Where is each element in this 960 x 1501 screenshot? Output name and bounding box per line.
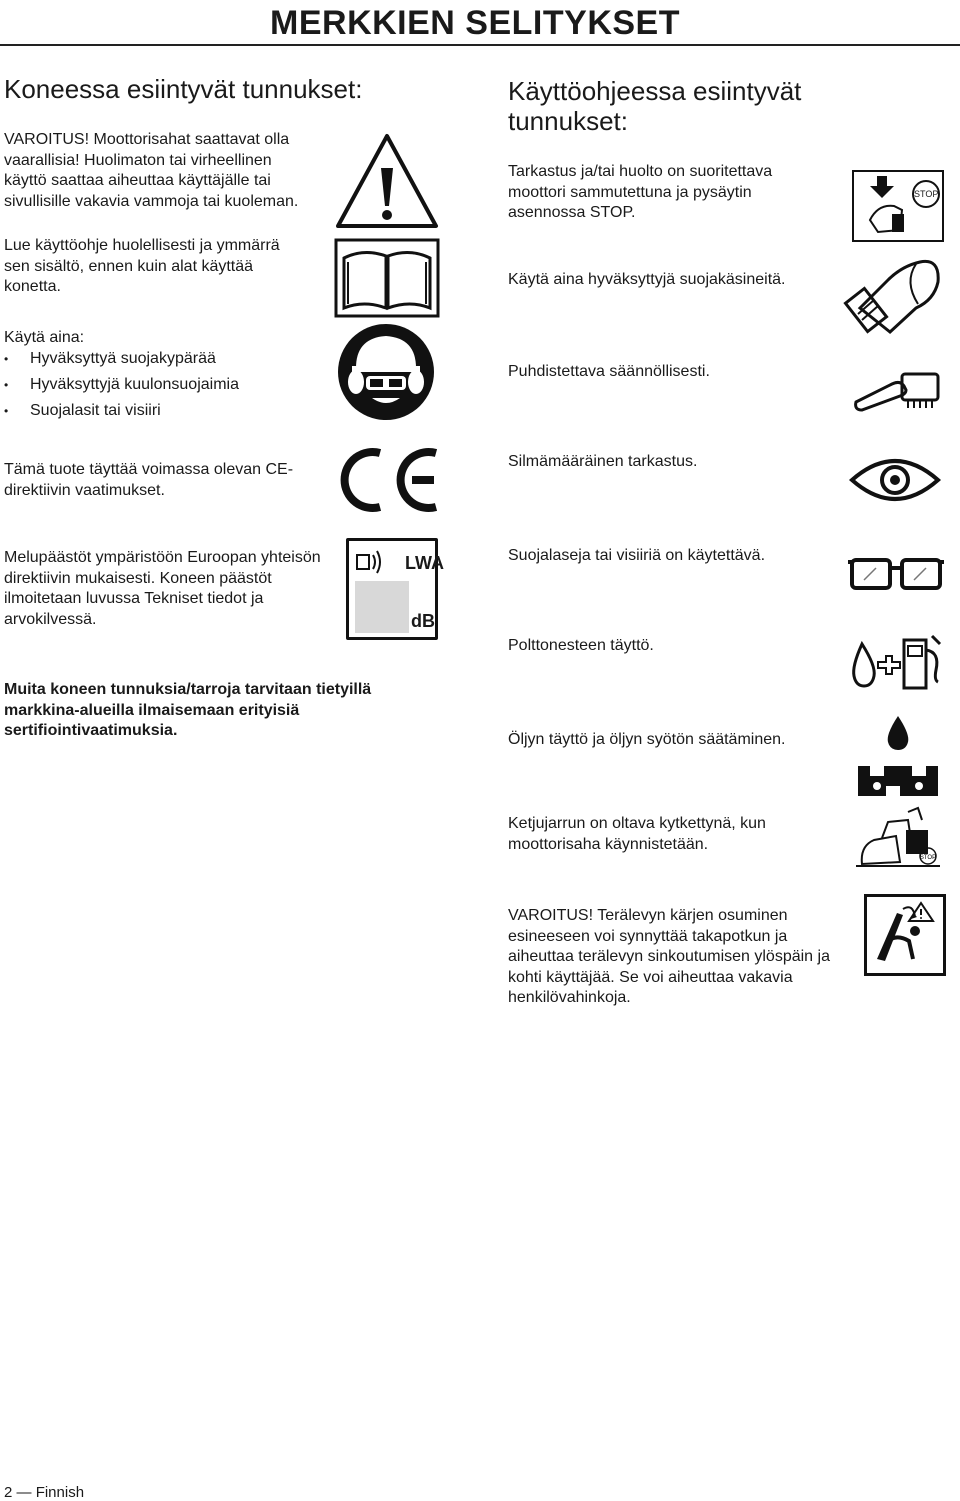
- switch-hand-icon: [868, 200, 908, 234]
- protective-glove-icon: [844, 252, 944, 336]
- page-title: MERKKIEN SELITYKSET: [270, 4, 680, 42]
- ce-text: Tämä tuote täyttää voimassa olevan CE-direktiivin vaatimukset.: [4, 461, 294, 499]
- chainbrake-text: Ketjujarrun on oltava kytkettynä, kun moottorisaha käynnistetään.: [508, 815, 766, 853]
- kickback-figure-icon: [869, 899, 941, 971]
- manual-text: Lue käyttöohje huolellisesti ja ymmärrä sen sisältö, ennen kuin alat käyttää konetta.: [4, 237, 280, 295]
- ppe-helmet-item: • Hyväksyttyä suojakypärää: [4, 346, 304, 372]
- other-symbols-text: Muita koneen tunnuksia/tarroja tarvitaan tietyillä markkina-alueilla ilmaisemaan erityisiä sertifiointivaatimuksia.: [4, 681, 372, 739]
- kickback-text: VAROITUS! Terälevyn kärjen osuminen esineeseen voi synnyttää takapotkun ja aiheuttaa terälevyn sinkoutumisen ylöspäin ja kohti käyttäjää. Se voi aiheuttaa vakavia henkilövahinkoja.: [508, 907, 830, 1006]
- stop-label: STOP: [912, 180, 940, 208]
- read-manual-book-icon: [334, 238, 440, 318]
- chain-brake-start-icon: [852, 806, 944, 878]
- always-use-label: Käytä aina:: [4, 329, 85, 346]
- safety-glasses-icon: [848, 552, 944, 592]
- ppe-ear-item: • Hyväksyttyjä kuulonsuojaimia: [4, 372, 304, 398]
- oil-text: Öljyn täyttö ja öljyn syötön säätäminen.: [508, 731, 786, 748]
- stop-inspection-icon: [852, 170, 944, 242]
- fuel-refill-icon: [848, 630, 944, 692]
- noise-emission-label: [346, 538, 444, 640]
- footer-dash: —: [16, 1484, 32, 1501]
- stop-mark: STOP: [919, 855, 937, 861]
- right-heading: Käyttöohjeessa esiintyvät tunnukset:: [508, 76, 802, 136]
- ce-mark-icon: [334, 447, 444, 513]
- ppe-list: [4, 346, 304, 424]
- value-box: [355, 581, 409, 633]
- visual-text: Silmämääräinen tarkastus.: [508, 453, 698, 470]
- left-heading: Koneessa esiintyvät tunnukset:: [4, 74, 363, 104]
- clean-text: Puhdistettava säännöllisesti.: [508, 363, 710, 380]
- warning-text: VAROITUS! Moottorisahat saattavat olla vaarallisia! Huolimaton tai virheellinen käyttö saattaa aiheuttaa käyttäjälle tai sivullisille vakavia vammoja tai kuoleman.: [4, 131, 299, 210]
- ppe-glasses-item: • Suojalasit tai visiiri: [4, 398, 304, 424]
- noise-text: Melupäästöt ympäristöön Euroopan yhteisön direktiivin mukaisesti. Koneen päästöt ilmoitetaan luvussa Tekniset tiedot ja arvokilvessä.: [4, 549, 321, 628]
- glasses-text: Suojalaseja tai visiiriä on käytettävä.: [508, 547, 766, 564]
- machine-noise-icon: [355, 547, 385, 577]
- cleaning-brush-icon: [852, 368, 942, 412]
- oil-chain-icon: [856, 712, 940, 800]
- page-number: 2: [4, 1484, 13, 1501]
- footer-language: Finnish: [35, 1484, 85, 1501]
- title-divider: [0, 44, 960, 46]
- down-arrow-icon: [868, 176, 896, 198]
- inspect-text: Tarkastus ja/tai huolto on suoritettava moottori sammutettuna ja pysäytin asennossa STOP.: [508, 163, 773, 221]
- gloves-text: Käytä aina hyväksyttyjä suojakäsineitä.: [508, 271, 786, 288]
- ppe-helmet-icon: [336, 322, 436, 422]
- page-footer: [4, 1484, 84, 1501]
- fuel-text: Polttonesteen täyttö.: [508, 637, 654, 654]
- warning-triangle-icon: [334, 132, 440, 230]
- eye-inspection-icon: [848, 452, 942, 508]
- lwa-label: LWA: [405, 553, 444, 573]
- db-label: dB: [411, 611, 435, 631]
- kickback-warning-icon: [864, 894, 946, 976]
